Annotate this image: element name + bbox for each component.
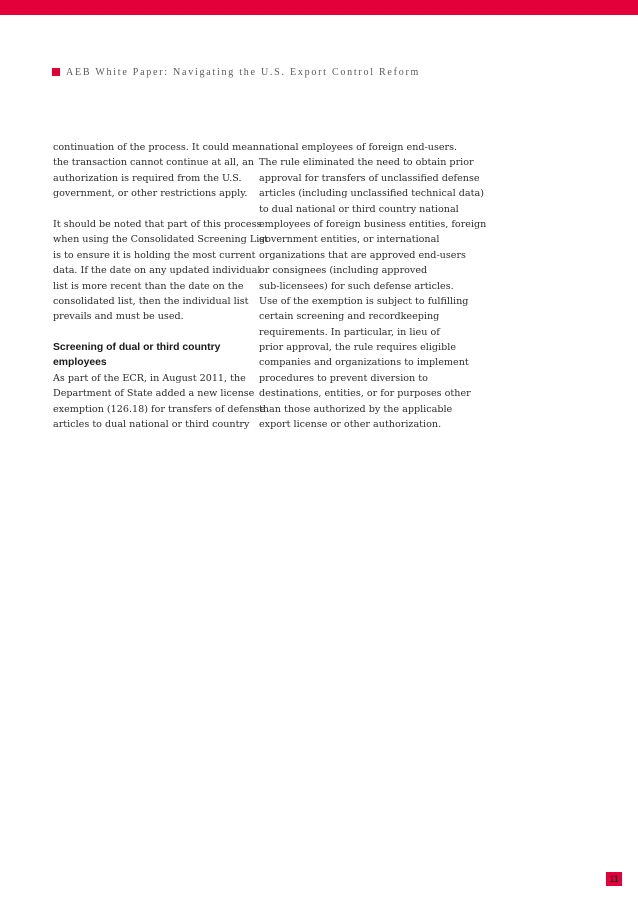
text-line: the transaction cannot continue at all, an: [53, 157, 254, 169]
text-line: approval for transfers of unclassified defense: [259, 172, 480, 184]
text-line: articles (including unclassified technical data): [259, 188, 484, 200]
text-line: government entities, or international: [259, 234, 440, 246]
paragraph-spacer: [53, 325, 251, 340]
right-column: [259, 140, 487, 432]
page-number: 11: [606, 872, 622, 886]
text-line: is to ensure it is holding the most current: [53, 249, 256, 261]
text-line: employees of foreign business entities, foreign: [259, 218, 487, 230]
text-line: sub-licensees) for such defense articles.: [259, 280, 454, 292]
text-line: The rule eliminated the need to obtain prior: [259, 157, 474, 169]
text-line: organizations that are approved end-users: [259, 249, 466, 261]
text-line: than those authorized by the applicable: [259, 403, 453, 415]
paragraph-spacer: [53, 202, 251, 217]
text-line: government, or other restrictions apply.: [53, 188, 248, 200]
text-line: exemption (126.18) for transfers of defense: [53, 403, 266, 415]
text-line: destinations, entities, or for purposes other: [259, 388, 471, 400]
text-line: As part of the ECR, in August 2011, the: [53, 372, 246, 384]
text-line: export license or other authorization.: [259, 419, 442, 431]
text-line: continuation of the process. It could mean: [53, 142, 259, 153]
header-square-icon: [52, 68, 60, 76]
text-line: data. If the date on any updated individual: [53, 265, 261, 277]
paragraph: [53, 140, 259, 202]
text-line: national employees of foreign end-users.: [259, 142, 458, 153]
text-line: list is more recent than the date on the: [53, 280, 244, 292]
text-line: when using the Consolidated Screening List: [53, 234, 269, 246]
text-line: or consignees (including approved: [259, 265, 428, 277]
paragraph: [53, 371, 266, 433]
text-line: certain screening and recordkeeping: [259, 311, 440, 323]
text-line: It should be noted that part of this process: [53, 218, 262, 230]
text-line: Use of the exemption is subject to fulfilling: [259, 295, 469, 307]
text-line: procedures to prevent diversion to: [259, 372, 428, 384]
text-line: to dual national or third country national: [259, 203, 459, 215]
text-line: articles to dual national or third country: [53, 419, 250, 431]
text-line: authorization is required from the U.S.: [53, 172, 242, 184]
paragraph: [53, 217, 269, 325]
header-title: AEB White Paper: Navigating the U.S. Export Control Reform: [66, 66, 421, 78]
subheading-line: Screening of dual or third country: [53, 342, 221, 354]
text-line: prior approval, the rule requires eligible: [259, 342, 456, 354]
running-header: [52, 65, 420, 79]
top-accent-bar: [0, 0, 638, 15]
text-line: consolidated list, then the individual list: [53, 295, 249, 307]
subheading-line: employees: [53, 357, 107, 369]
left-column: [53, 140, 269, 432]
text-line: requirements. In particular, in lieu of: [259, 326, 440, 338]
text-line: companies and organizations to implement: [259, 357, 469, 369]
text-line: prevails and must be used.: [53, 311, 184, 323]
section-heading: [53, 340, 251, 371]
text-line: Department of State added a new license: [53, 388, 255, 400]
